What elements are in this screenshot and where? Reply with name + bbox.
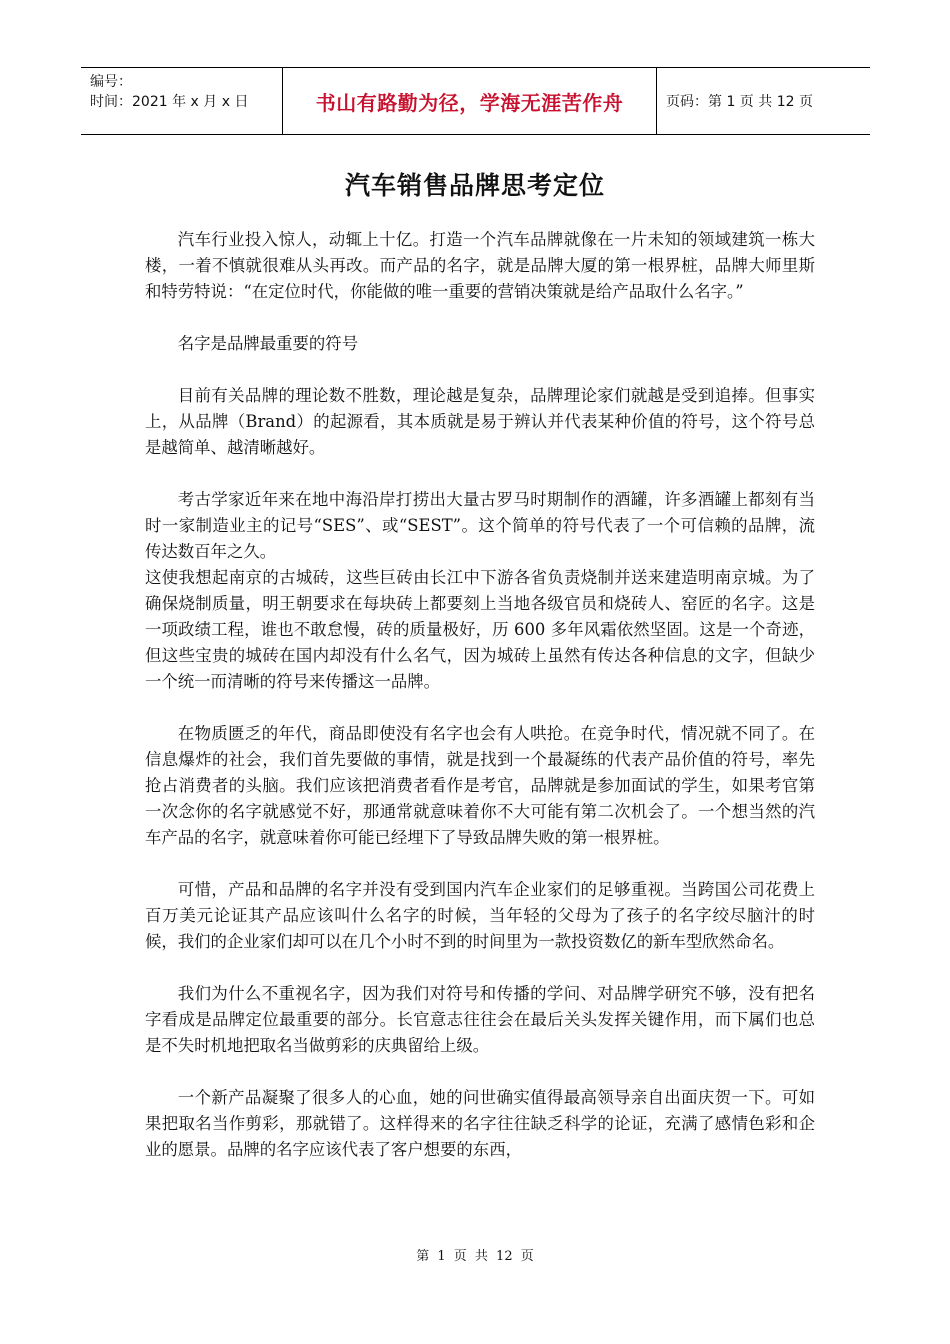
document-number-label: 编号： bbox=[90, 74, 132, 90]
paragraph: 在物质匮乏的年代，商品即使没有名字也会有人哄抢。在竞争时代，情况就不同了。在信息爆炸的社会，我们首先要做的事情，就是找到一个最凝练的代表产品价值的符号，率先抢占消费者的头脑。我们应该把消费者看作是考官，品牌就是参加面试的学生，如果考官第一次念你的名字就感觉不好，那通常就意味着你不大可能有第二次机会了。一个想当然的汽车产品的名字，就意味着你可能已经埋下了导致品牌失败的第一根界桩。 bbox=[145, 724, 815, 847]
paragraph: 目前有关品牌的理论数不胜数，理论越是复杂，品牌理论家们就越是受到追捧。但事实上，从品牌（Brand）的起源看，其本质就是易于辨认并代表某种价值的符号，这个符号总是越简单、越清晰越好。 bbox=[145, 386, 815, 457]
paragraph: 考古学家近年来在地中海沿岸打捞出大量古罗马时期制作的酒罐，许多酒罐上都刻有当时一家制造业主的记号“SES”、或“SEST”。这个简单的符号代表了一个可信赖的品牌，流传达数百年之久。 bbox=[145, 490, 815, 561]
paragraph: 一个新产品凝聚了很多人的心血，她的问世确实值得最高领导亲自出面庆贺一下。可如果把取名当作剪彩，那就错了。这样得来的名字往往缺乏科学的论证，充满了感情色彩和企业的愿景。品牌的名字应该代表了客户想要的东西， bbox=[145, 1088, 815, 1159]
document-date: 时间：2021 年 x 月 x 日 bbox=[90, 94, 249, 110]
paragraph: 汽车行业投入惊人，动辄上十亿。打造一个汽车品牌就像在一片未知的领域建筑一栋大楼，一着不慎就很难从头再改。而产品的名字，就是品牌大厦的第一根界桩，品牌大师里斯和特劳特说：“在定位时代，你能做的唯一重要的营销决策就是给产品取什么名字。” bbox=[145, 230, 815, 301]
paragraph: 这使我想起南京的古城砖，这些巨砖由长江中下游各省负责烧制并送来建造明南京城。为了确保烧制质量，明王朝要求在每块砖上都要刻上当地各级官员和烧砖人、窑匠的名字。这是一项政绩工程，谁也不敢怠慢，砖的质量极好，历 600 多年风霜依然坚固。这是一个奇迹，但这些宝贵的城砖在国内却没有什么名气，因为城砖上虽然有传达各种信息的文字，但缺少一个统一而清晰的符号来传播这一品牌。 bbox=[145, 568, 815, 691]
header-page-info: 页码：第 1 页 共 12 页 bbox=[666, 94, 813, 110]
document-body bbox=[145, 227, 815, 1189]
paragraph: 我们为什么不重视名字，因为我们对符号和传播的学问、对品牌学研究不够，没有把名字看成是品牌定位最重要的部分。长官意志往往会在最后关头发挥关键作用，而下属们也总是不失时机地把取名当做剪彩的庆典留给上级。 bbox=[145, 984, 815, 1055]
header-motto-cell bbox=[283, 68, 657, 134]
paragraph: 可惜，产品和品牌的名字并没有受到国内汽车企业家们的足够重视。当跨国公司花费上百万美元论证其产品应该叫什么名字的时候，当年轻的父母为了孩子的名字绞尽脑汁的时候，我们的企业家们却可以在几个小时不到的时间里为一款投资数亿的新车型欣然命名。 bbox=[145, 880, 815, 951]
section-heading: 名字是品牌最重要的符号 bbox=[177, 334, 359, 353]
header-table bbox=[81, 67, 870, 135]
header-page-cell bbox=[657, 68, 870, 134]
page-footer: 第 1 页 共 12 页 bbox=[416, 1249, 534, 1264]
header-motto: 书山有路勤为径，学海无涯苦作舟 bbox=[315, 90, 624, 115]
header-meta-cell bbox=[81, 68, 283, 134]
document-title: 汽车销售品牌思考定位 bbox=[344, 171, 605, 200]
